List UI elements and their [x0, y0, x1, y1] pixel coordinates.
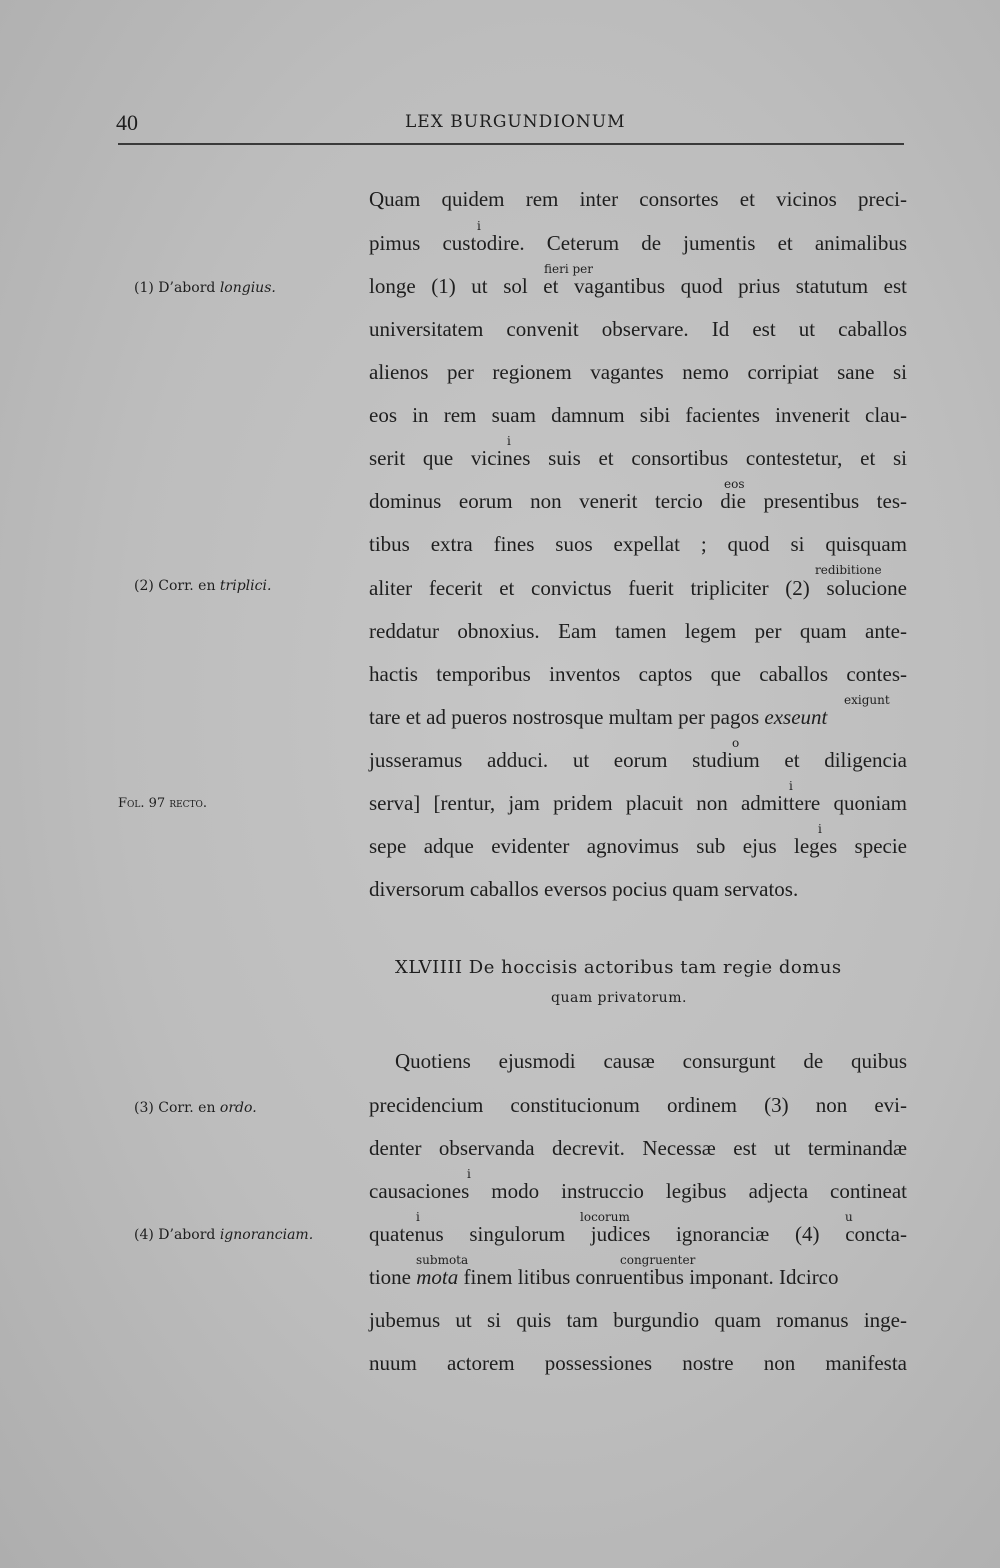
text-line: denter observanda decrevit. Necessæ est ut terminandæ: [369, 1136, 907, 1160]
running-title: LEX BURGUNDIONUM: [405, 112, 626, 132]
interlinear-correction: u: [845, 1210, 853, 1224]
italic-word: mota: [416, 1265, 459, 1289]
interlinear-correction: eos: [724, 477, 745, 491]
margin-note-3: (3) Corr. en ordo.: [134, 1100, 257, 1116]
interlinear-correction: fieri per: [544, 262, 594, 276]
section-heading: XLVIIII De hoccisis actoribus tam regie domus: [395, 957, 842, 978]
text-line: jubemus ut si quis tam burgundio quam romanus inge-: [369, 1308, 907, 1332]
margin-note-1: (1) D’abord longius.: [134, 280, 276, 296]
text-line: pimus custodire. Ceterum de jumentis et animalibus: [369, 231, 907, 255]
text-line: serit que vicines suis et consortibus contestetur, et si: [369, 446, 907, 470]
text-line: aliter fecerit et convictus fuerit tripliciter (2) solucione: [369, 576, 907, 600]
interlinear-correction: locorum: [580, 1210, 630, 1224]
interlinear-correction: i: [416, 1210, 420, 1224]
text-line: causaciones modo instruccio legibus adjecta contineat: [369, 1179, 907, 1203]
text-line: longe (1) ut sol et vagantibus quod prius statutum est: [369, 274, 907, 298]
text-line: tare et ad pueros nostrosque multam per pagos exseunt: [369, 705, 828, 729]
text-line: Quam quidem rem inter consortes et vicinos preci-: [369, 187, 907, 211]
interlinear-correction: i: [789, 779, 793, 793]
interlinear-correction: redibitione: [815, 563, 882, 577]
interlinear-correction: i: [818, 822, 822, 836]
text-line: serva] [rentur, jam pridem placuit non admittere quoniam: [369, 791, 907, 815]
text-line: universitatem convenit observare. Id est ut caballos: [369, 317, 907, 341]
text-line: precidencium constitucionum ordinem (3) non evi-: [369, 1093, 907, 1117]
header-rule: [118, 143, 904, 145]
page-number: 40: [116, 110, 138, 135]
text-line: reddatur obnoxius. Eam tamen legem per quam ante-: [369, 619, 907, 643]
interlinear-correction: congruenter: [620, 1253, 696, 1267]
interlinear-correction: exigunt: [844, 693, 890, 707]
text-line: hactis temporibus inventos captos que caballos contes-: [369, 662, 907, 686]
text-line: tione mota finem litibus conruentibus imponant. Idcirco: [369, 1265, 839, 1289]
margin-note-2: (2) Corr. en triplici.: [134, 578, 272, 594]
text-line: sepe adque evidenter agnovimus sub ejus leges specie: [369, 834, 907, 858]
text-line: jusseramus adduci. ut eorum studium et diligencia: [369, 748, 907, 772]
folio-note: Fol. 97 recto.: [118, 796, 208, 811]
text-line: Quotiens ejusmodi causæ consurgunt de quibus: [395, 1049, 907, 1073]
section-heading-continued: quam privatorum.: [551, 990, 687, 1006]
margin-note-4: (4) D’abord ignoranciam.: [134, 1227, 314, 1243]
text-line: alienos per regionem vagantes nemo corripiat sane si: [369, 360, 907, 384]
interlinear-correction: o: [732, 736, 740, 750]
italic-word: exseunt: [764, 705, 828, 729]
interlinear-correction: i: [477, 219, 481, 233]
text-line: nuum actorem possessiones nostre non manifesta: [369, 1351, 907, 1375]
interlinear-correction: i: [507, 434, 511, 448]
interlinear-correction: submota: [416, 1253, 469, 1267]
text-line: dominus eorum non venerit tercio die presentibus tes-: [369, 489, 907, 513]
text-line: eos in rem suam damnum sibi facientes invenerit clau-: [369, 403, 907, 427]
text-line: quatenus singulorum judices ignoranciæ (4) concta-: [369, 1222, 907, 1246]
text-line: diversorum caballos eversos pocius quam servatos.: [369, 877, 799, 901]
interlinear-correction: i: [467, 1167, 471, 1181]
text-line: tibus extra fines suos expellat ; quod si quisquam: [369, 532, 907, 556]
